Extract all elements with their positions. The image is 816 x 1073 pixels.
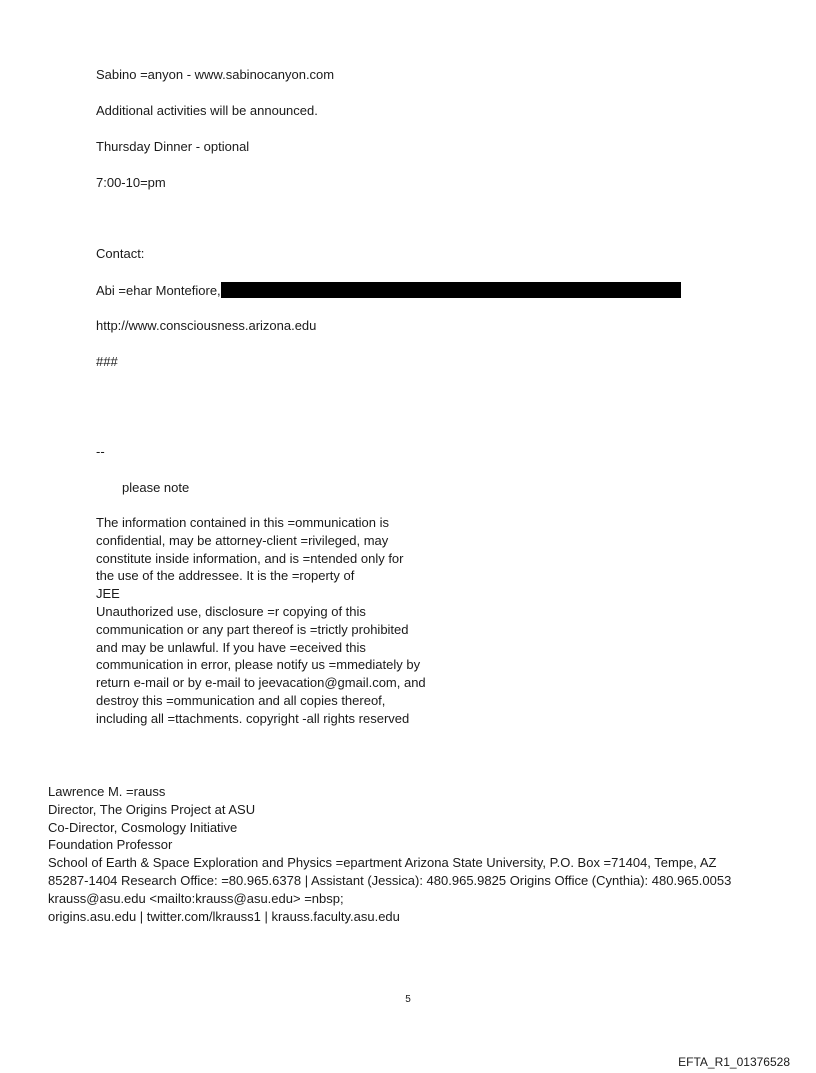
signature-address: School of Earth & Space Exploration and Physics =epartment Arizona State University, P.O. Box =71404, Tempe, AZ — [48, 855, 717, 871]
contact-line — [96, 282, 681, 300]
disclaimer-line: destroy this =ommunication and all copies thereof, — [96, 692, 386, 708]
signature-title: Co-Director, Cosmology Initiative — [48, 819, 238, 835]
confidentiality-disclaimer — [96, 514, 426, 728]
signature-name: Lawrence M. =rauss — [48, 784, 166, 799]
disclaimer-line: Unauthorized use, disclosure =r copying of this — [96, 603, 366, 619]
signature-title: Foundation Professor — [48, 837, 173, 853]
signature-separator: -- — [96, 444, 105, 459]
signature-title: Director, The Origins Project at ASU — [48, 801, 256, 817]
end-marker: ### — [96, 354, 118, 369]
signature-email[interactable]: krauss@asu.edu <mailto:krauss@asu.edu> =nbsp; — [48, 890, 344, 906]
disclaimer-line: constitute inside information, and is =ntended only for — [96, 550, 404, 566]
sabino-canyon-line: Sabino =anyon - www.sabinocanyon.com — [96, 67, 335, 82]
disclaimer-line: the use of the addressee. It is the =roperty of — [96, 568, 355, 584]
disclaimer-line: communication or any part thereof is =trictly prohibited — [96, 621, 409, 637]
dinner-time-line: 7:00-10=pm — [96, 175, 166, 190]
disclaimer-line: The information contained in this =ommunication is — [96, 515, 390, 530]
disclaimer-line: confidential, may be attorney-client =rivileged, may — [96, 532, 389, 548]
disclaimer-line: communication in error, please notify us =mmediately by — [96, 657, 421, 673]
disclaimer-line: and may be unlawful. If you have =eceived this — [96, 639, 366, 655]
redaction-bar — [221, 282, 681, 298]
contact-name: Abi =ehar Montefiore, — [96, 283, 221, 298]
website-link[interactable]: http://www.consciousness.arizona.edu — [96, 318, 317, 333]
signature-links[interactable]: origins.asu.edu | twitter.com/lkrauss1 | krauss.faculty.asu.edu — [48, 908, 400, 924]
document-id: EFTA_R1_01376528 — [678, 1055, 790, 1069]
please-note-label: please note — [122, 480, 190, 495]
page-number: 5 — [405, 994, 411, 1005]
disclaimer-line: return e-mail or by e-mail to jeevacation@gmail.com, and — [96, 675, 426, 691]
email-signature — [48, 783, 731, 925]
thursday-dinner-line: Thursday Dinner - optional — [96, 139, 250, 154]
additional-activities-line: Additional activities will be announced. — [96, 103, 318, 118]
contact-label: Contact: — [96, 246, 145, 261]
disclaimer-line: including all =ttachments. copyright -all rights reserved — [96, 710, 410, 726]
disclaimer-line: JEE — [96, 586, 120, 602]
signature-phones: 85287-1404 Research Office: =80.965.6378 | Assistant (Jessica): 480.965.9825 Origins Office (Cynthia): 480.965.0053 — [48, 872, 732, 888]
